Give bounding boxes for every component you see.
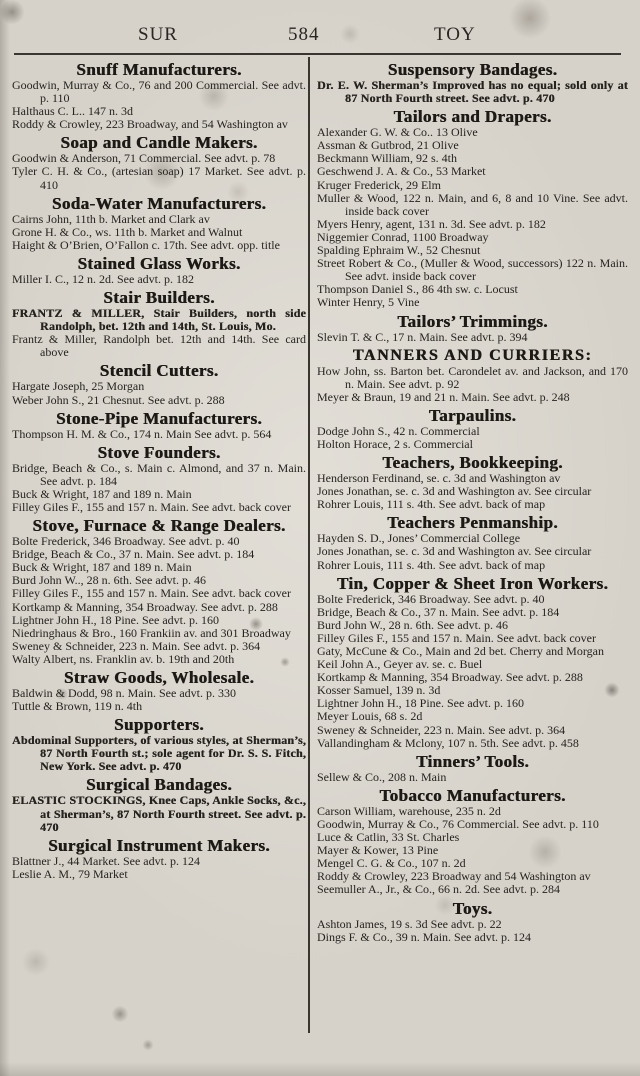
directory-entry: Luce & Catlin, 33 St. Charles (317, 830, 460, 845)
directory-entry: Weber John S., 21 Chesnut. See advt. p. 288 (12, 392, 225, 407)
directory-entry: FRANTZ & MILLER, Stair Builders, north side Randolph, bet. 12th and 14th, St. Louis, Mo. (12, 306, 306, 334)
directory-entry: Mengel C. G. & Co., 107 n. 2d (317, 856, 466, 871)
directory-entry: Bridge, Beach & Co., 37 n. Main. See advt. p. 184 (12, 547, 255, 562)
header-rule (14, 53, 621, 55)
directory-entry: Filley Giles F., 155 and 157 n. Main. See advt. back cover (12, 586, 291, 601)
directory-entry: Vallandingham & Mclony, 107 n. 5th. See advt. p. 458 (317, 735, 579, 750)
directory-section (12, 835, 306, 881)
directory-section (12, 290, 306, 359)
directory-section (12, 408, 306, 441)
directory-entry: Roddy & Crowley, 223 Broadway, and 54 Washington av (12, 117, 288, 132)
directory-section (317, 455, 628, 511)
directory-column-left (12, 58, 306, 1070)
directory-entry: Beckmann William, 92 s. 4th (317, 151, 457, 166)
directory-entry: Frantz & Miller, Randolph bet. 12th and 14th. See card above (12, 332, 306, 360)
directory-entry: Hayden S. D., Jones’ Commercial College (317, 531, 521, 546)
directory-entry: Burd John W.., 28 n. 6th. See advt. p. 46 (12, 573, 206, 588)
directory-entry: Sweney & Schneider, 223 n. Main. See advt. p. 364 (12, 638, 261, 653)
directory-entry: Goodwin & Anderson, 71 Commercial. See advt. p. 78 (12, 151, 276, 166)
section-title: Tin, Copper & Sheet Iron Workers. (336, 573, 609, 593)
directory-section (12, 193, 306, 252)
directory-entry: Jones Jonathan, se. c. 3d and Washington av. See circular (317, 544, 592, 559)
directory-entry: Lightner John H., 18 Pine. See advt. p. 160 (317, 696, 524, 711)
section-title: Teachers Penmanship. (387, 513, 558, 533)
directory-entry: Goodwin, Murray & Co., 76 and 200 Commercial. See advt. p. 110 (12, 78, 306, 106)
directory-entry: Alexander G. W. & Co.. 13 Olive (317, 125, 478, 140)
directory-entry: Sellew & Co., 208 n. Main (317, 769, 447, 784)
section-title: Soda-Water Manufacturers. (51, 193, 267, 213)
directory-section (12, 135, 306, 191)
directory-entry: Halthaus C. L.. 147 n. 3d (12, 104, 133, 119)
directory-entry: Buck & Wright, 187 and 189 n. Main (12, 560, 192, 575)
directory-entry: Muller & Wood, 122 n. Main, and 6, 8 and 10 Vine. See advt. inside back cover (317, 190, 628, 218)
directory-entry: Bridge, Beach & Co., s. Main c. Almond, and 37 n. Main. See advt. p. 184 (12, 460, 306, 488)
directory-entry: Dodge John S., 42 n. Commercial (317, 423, 480, 438)
directory-entry: Blattner J., 44 Market. See advt. p. 124 (12, 853, 200, 868)
column-divider (308, 57, 310, 1033)
directory-section (12, 253, 306, 286)
directory-section (12, 717, 306, 773)
directory-entry: Carson William, warehouse, 235 n. 2d (317, 803, 501, 818)
directory-entry: Cairns John, 11th b. Market and Clark av (12, 211, 210, 226)
directory-section (317, 898, 628, 944)
directory-section (12, 670, 306, 713)
directory-entry: Walty Albert, ns. Franklin av. b. 19th and 20th (12, 651, 235, 666)
section-title: Teachers, Bookkeeping. (382, 453, 563, 473)
directory-entry: Gaty, McCune & Co., Main and 2d bet. Cherry and Morgan (317, 644, 604, 658)
section-title: Straw Goods, Wholesale. (63, 668, 255, 687)
directory-entry: Buck & Wright, 187 and 189 n. Main (12, 486, 192, 501)
directory-entry: Baldwin & Dodd, 98 n. Main. See advt. p. 330 (12, 686, 236, 700)
directory-section (317, 62, 628, 105)
directory-entry: Miller I. C., 12 n. 2d. See advt. p. 182 (12, 271, 194, 286)
directory-entry: Grone H. & Co., ws. 11th b. Market and Walnut (12, 224, 243, 239)
directory-entry: Rohrer Louis, 111 s. 4th. See advt. back of map (317, 497, 546, 512)
directory-entry: Niggemier Conrad, 1100 Broadway (317, 229, 489, 244)
directory-entry: Myers Henry, agent, 131 n. 3d. See advt. p. 182 (317, 216, 546, 231)
directory-entry: Filley Giles F., 155 and 157 n. Main. See advt. back cover (12, 499, 291, 514)
directory-entry: Dings F. & Co., 39 n. Main. See advt. p. 124 (317, 929, 532, 944)
directory-section (317, 515, 628, 571)
section-title: Tarpaulins. (428, 405, 517, 425)
section-title: Snuff Manufacturers. (76, 60, 242, 79)
section-title: Stained Glass Works. (77, 253, 241, 273)
header-guide-word-left: SUR (138, 24, 178, 45)
section-title: Toys. (452, 898, 493, 918)
directory-entry: Thompson Daniel S., 86 4th sw. c. Locust (317, 282, 518, 297)
directory-entry: Geschwend J. A. & Co., 53 Market (317, 164, 486, 179)
section-title: Tobacco Manufacturers. (379, 785, 566, 805)
section-title: Stove, Furnace & Range Dealers. (32, 516, 286, 536)
directory-entry: How John, ss. Barton bet. Carondelet av. and Jackson, and 170 n. Main. See advt. p. 92 (317, 363, 628, 391)
directory-entry: Kruger Frederick, 29 Elm (317, 177, 441, 192)
directory-entry: Kortkamp & Manning, 354 Broadway. See advt. p. 288 (317, 670, 583, 685)
directory-entry: Niedringhaus & Bro., 160 Frankiin av. and 301 Broadway (12, 625, 291, 640)
directory-entry: Spalding Ephraim W., 52 Chesnut (317, 243, 481, 258)
directory-section (317, 405, 628, 451)
directory-section (12, 518, 306, 666)
directory-entry: Bolte Frederick, 346 Broadway. See advt. p. 40 (12, 534, 240, 549)
directory-entry: Street Robert & Co., (Muller & Wood, successors) 122 n. Main. See advt. inside back cover (317, 256, 628, 284)
directory-entry: Tyler C. H. & Co., (artesian soap) 17 Market. See advt. p. 410 (12, 164, 306, 192)
directory-entry: Holton Horace, 2 s. Commercial (317, 436, 473, 451)
directory-section (12, 363, 306, 406)
directory-entry: Kosser Samuel, 139 n. 3d (317, 683, 441, 698)
directory-entry: Keil John A., Geyer av. se. c. Buel (317, 657, 483, 672)
header-guide-word-right: TOY (434, 24, 476, 45)
directory-section (12, 62, 306, 131)
directory-entry: Thompson H. M. & Co., 174 n. Main See advt. p. 564 (12, 426, 272, 441)
section-title: Suspensory Bandages. (387, 60, 558, 79)
directory-section (317, 109, 628, 309)
section-title: Stove Founders. (97, 442, 221, 462)
directory-entry: Winter Henry, 5 Vine (317, 295, 420, 310)
directory-entry: Seemuller A., Jr., & Co., 66 n. 2d. See advt. p. 284 (317, 882, 560, 897)
directory-entry: ELASTIC STOCKINGS, Knee Caps, Ankle Socks, &c., at Sherman’s, 87 North Fourth street. See advt. p. 470 (12, 793, 306, 834)
section-title: Tailors and Drapers. (393, 107, 552, 127)
directory-entry: Meyer Louis, 68 s. 2d (317, 709, 423, 724)
directory-entry: Leslie A. M., 79 Market (12, 866, 128, 881)
running-header (0, 24, 640, 48)
directory-entry: Kortkamp & Manning, 354 Broadway. See advt. p. 288 (12, 599, 278, 614)
directory-entry: Burd John W., 28 n. 6th. See advt. p. 46 (317, 617, 508, 632)
directory-entry: Sweney & Schneider, 223 n. Main. See advt. p. 364 (317, 722, 566, 737)
directory-section (317, 785, 628, 897)
section-title: TANNERS AND CURRIERS: (352, 346, 593, 364)
directory-entry: Hargate Joseph, 25 Morgan (12, 379, 145, 394)
directory-entry: Rohrer Louis, 111 s. 4th. See advt. back of map (317, 557, 546, 572)
directory-entry: Filley Giles F., 155 and 157 n. Main. See advt. back cover (317, 630, 596, 645)
directory-section (317, 573, 628, 750)
directory-entry: Roddy & Crowley, 223 Broadway and 54 Washington av (317, 869, 591, 884)
section-title: Surgical Bandages. (85, 775, 233, 795)
section-title: Stencil Cutters. (99, 361, 219, 381)
section-title: Surgical Instrument Makers. (48, 835, 270, 855)
section-title: Soap and Candle Makers. (60, 133, 258, 153)
directory-section (317, 751, 628, 784)
directory-entry: Goodwin, Murray & Co., 76 Commercial. See advt. p. 110 (317, 816, 599, 831)
directory-entry: Assman & Gutbrod, 21 Olive (317, 138, 459, 153)
directory-section (317, 311, 628, 344)
page-number: 584 (288, 24, 320, 45)
section-title: Tailors’ Trimmings. (397, 311, 548, 331)
section-title: Stone-Pipe Manufacturers. (55, 408, 263, 428)
directory-entry: Abdominal Supporters, of various styles, at Sherman’s, 87 North Fourth st.; sole agent for Dr. S. S. Fitch, New York. See advt. p. 470 (12, 733, 306, 774)
directory-entry: Jones Jonathan, se. c. 3d and Washington av. See circular (317, 484, 592, 499)
directory-entry: Bridge, Beach & Co., 37 n. Main. See advt. p. 184 (317, 604, 560, 619)
directory-section (12, 442, 306, 514)
section-title: Tinners’ Tools. (415, 751, 530, 771)
directory-section (12, 777, 306, 833)
section-title: Stair Builders. (103, 288, 215, 308)
directory-entry: Henderson Ferdinand, se. c. 3d and Washington av (317, 471, 561, 486)
directory-column-right (317, 58, 628, 1070)
directory-entry: Lightner John H., 18 Pine. See advt. p. 160 (12, 612, 219, 627)
directory-entry: Slevin T. & C., 17 n. Main. See advt. p. 394 (317, 329, 528, 344)
directory-entry: Dr. E. W. Sherman’s Improved has no equal; sold only at 87 North Fourth street. See advt. p. 470 (317, 78, 628, 106)
directory-section (317, 348, 628, 404)
directory-entry: Mayer & Kower, 13 Pine (317, 843, 439, 858)
directory-entry: Ashton James, 19 s. 3d See advt. p. 22 (317, 916, 502, 931)
directory-entry: Haight & O’Brien, O’Fallon c. 17th. See advt. opp. title (12, 237, 280, 252)
directory-entry: Bolte Frederick, 346 Broadway. See advt. p. 40 (317, 591, 545, 606)
directory-entry: Tuttle & Brown, 119 n. 4th (12, 699, 143, 714)
directory-entry: Meyer & Braun, 19 and 21 n. Main. See advt. p. 248 (317, 389, 570, 404)
section-title: Supporters. (114, 715, 204, 735)
